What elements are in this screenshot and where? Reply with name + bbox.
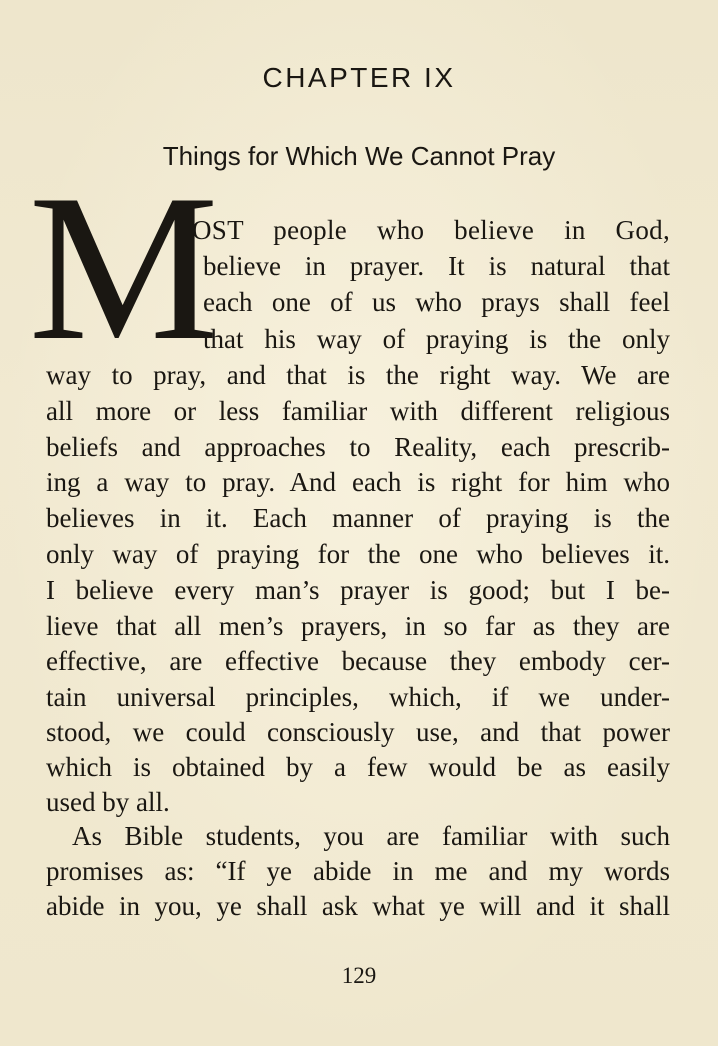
text-line: only way of praying for the one who believes it. xyxy=(46,539,670,569)
text-line: believe in prayer. It is natural that xyxy=(203,251,670,281)
text-line: believes in it. Each manner of praying is the xyxy=(46,503,670,533)
text-line: used by all. xyxy=(46,787,170,817)
text-line: way to pray, and that is the right way. We are xyxy=(46,360,670,390)
text-line: beliefs and approaches to Reality, each prescrib- xyxy=(46,432,670,462)
text-line: OST people who believe in God, xyxy=(192,215,670,245)
text-line: effective, are effective because they embody cer- xyxy=(46,646,670,676)
text-line: each one of us who prays shall feel xyxy=(203,287,670,317)
text-line: which is obtained by a few would be as easily xyxy=(46,752,670,782)
chapter-heading: CHAPTER IX xyxy=(262,62,456,93)
text-line: abide in you, ye shall ask what ye will and it shall xyxy=(46,891,670,921)
text-line: lieve that all men’s prayers, in so far as they are xyxy=(46,611,670,641)
text-line: As Bible students, you are familiar with such xyxy=(72,821,670,851)
chapter-title: Things for Which We Cannot Pray xyxy=(162,141,556,171)
text-line: ing a way to pray. And each is right for him who xyxy=(46,467,670,497)
text-line: stood, we could consciously use, and that power xyxy=(46,717,670,747)
text-line: I believe every man’s prayer is good; but I be- xyxy=(46,575,670,605)
text-line: tain universal principles, which, if we under- xyxy=(46,682,670,712)
drop-cap-letter: M xyxy=(28,152,219,384)
text-line: promises as: “If ye abide in me and my words xyxy=(46,856,670,886)
text-line: all more or less familiar with different religious xyxy=(46,396,670,426)
page-number: 129 xyxy=(341,963,377,988)
text-line: that his way of praying is the only xyxy=(203,324,670,354)
